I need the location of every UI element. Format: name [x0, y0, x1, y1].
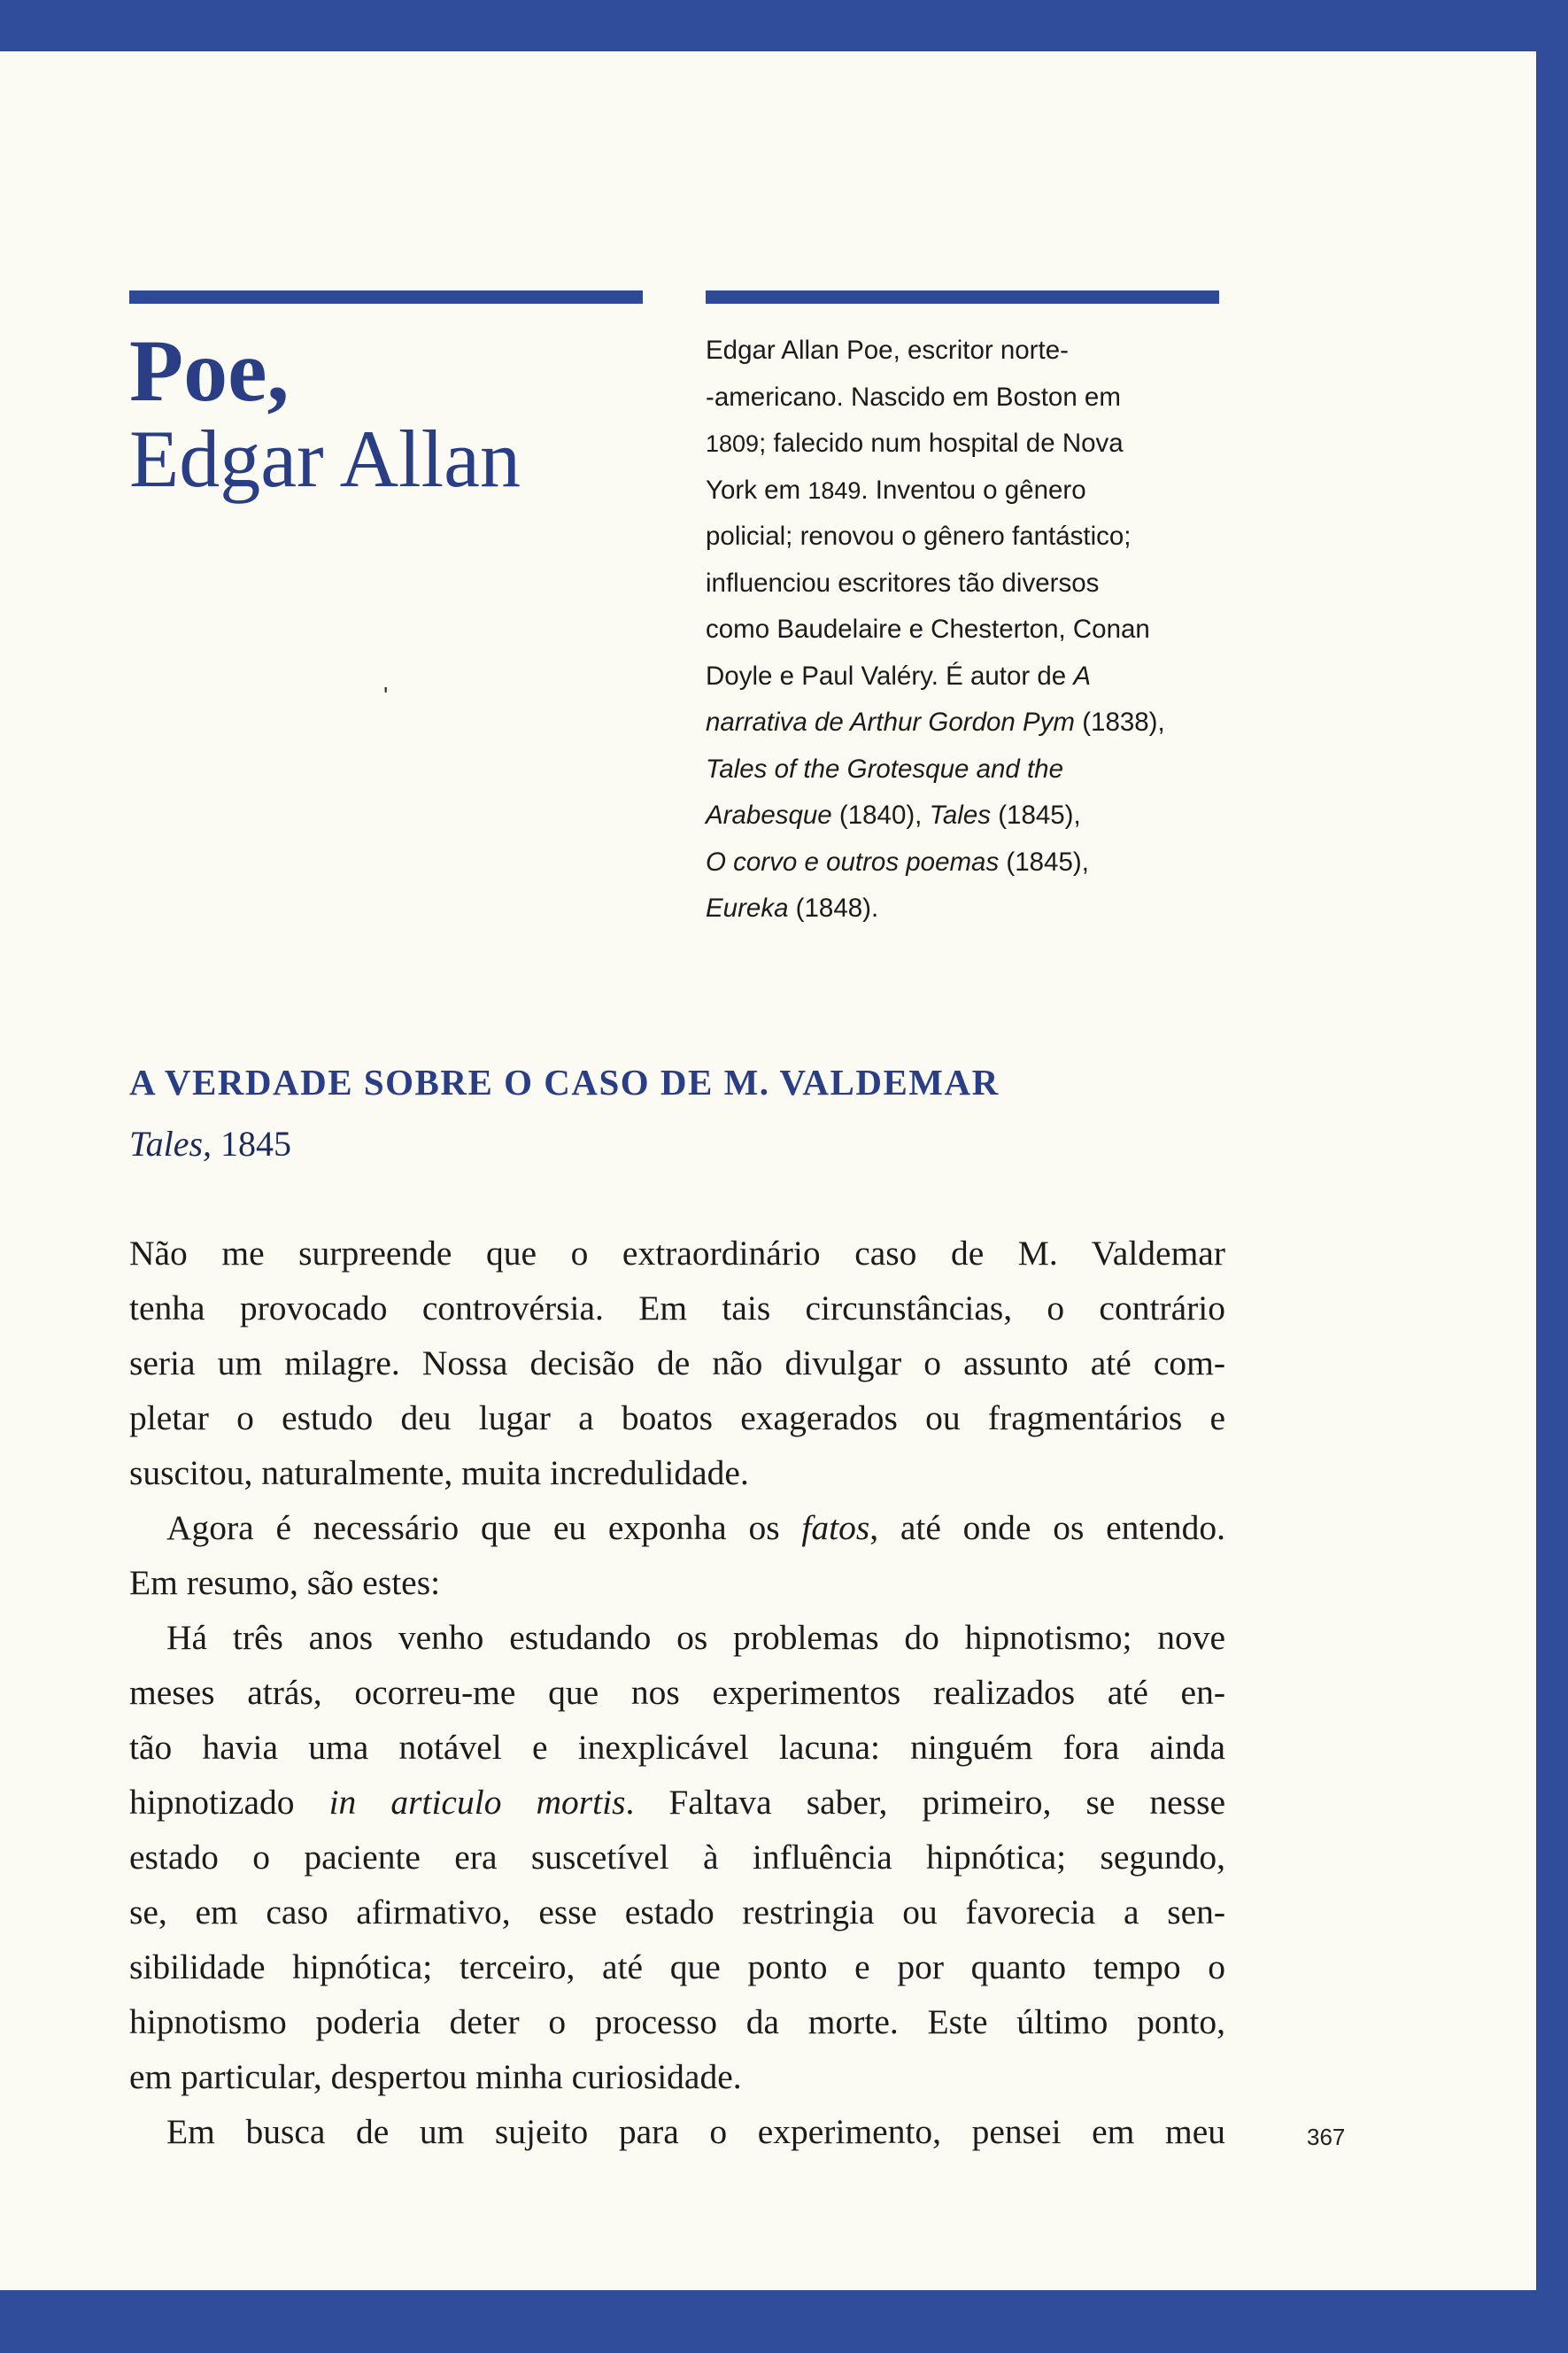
body-line: se, em caso afirmativo, esse estado restringia ou favorecia a sen-	[129, 1892, 1225, 1931]
bio-line: Eureka (1848).	[706, 894, 879, 923]
body-line: suscitou, naturalmente, muita incredulidade.	[129, 1453, 749, 1492]
bio-line: narrativa de Arthur Gordon Pym (1838),	[706, 708, 1165, 737]
bio-line: policial; renovou o gênero fantástico;	[706, 522, 1132, 551]
bio-line: Arabesque (1840), Tales (1845),	[706, 801, 1081, 830]
body-line: Em busca de um sujeito para o experimento, pensei em meu	[166, 2112, 1225, 2151]
bio-line: Tales of the Grotesque and the	[706, 754, 1063, 784]
body-line: hipnotismo poderia deter o processo da morte. Este último ponto,	[129, 2002, 1225, 2041]
author-heading	[129, 321, 521, 504]
body-line: seria um milagre. Nossa decisão de não divulgar o assunto até com-	[129, 1343, 1225, 1382]
body-line: pletar o estudo deu lugar a boatos exagerados ou fragmentários e	[129, 1398, 1225, 1437]
bio-line: Edgar Allan Poe, escritor norte-	[706, 336, 1069, 365]
header-rule-right	[706, 290, 1219, 304]
author-surname: Poe,	[129, 321, 290, 420]
page-number: 367	[1307, 2124, 1346, 2150]
body-line: Agora é necessário que eu exponha os fatos, até onde os entendo.	[166, 1508, 1226, 1547]
body-line: tão havia uma notável e inexplicável lacuna: ninguém fora ainda	[129, 1728, 1225, 1767]
bio-line: influenciou escritores tão diversos	[706, 568, 1100, 598]
body-line: sibilidade hipnótica; terceiro, até que ponto e por quanto tempo o	[129, 1947, 1225, 1986]
bio-line: 1809; falecido num hospital de Nova	[706, 429, 1124, 458]
body-line: Há três anos venho estudando os problemas do hipnotismo; nove	[166, 1618, 1225, 1657]
margin-mark: '	[383, 682, 389, 709]
body-line: em particular, despertou minha curiosidade.	[129, 2057, 742, 2096]
author-bio	[706, 328, 1241, 933]
bio-line: -americano. Nascido em Boston em	[706, 382, 1121, 412]
story-title: A VERDADE SOBRE O CASO DE M. VALDEMAR	[129, 1062, 1000, 1103]
story-body	[129, 1226, 1225, 2159]
body-line: estado o paciente era suscetível à influência hipnótica; segundo,	[129, 1838, 1225, 1877]
body-line: Em resumo, são estes:	[129, 1563, 441, 1602]
body-line: hipnotizado in articulo mortis. Faltava saber, primeiro, se nesse	[129, 1783, 1225, 1822]
bio-line: Doyle e Paul Valéry. É autor de A	[706, 661, 1092, 691]
bio-line: York em 1849. Inventou o gênero	[706, 475, 1086, 505]
bio-line: como Baudelaire e Chesterton, Conan	[706, 615, 1150, 644]
author-given-name: Edgar Allan	[129, 414, 521, 504]
bio-line: O corvo e outros poemas (1845),	[706, 847, 1089, 877]
header-rule-left	[129, 290, 643, 304]
story-source: Tales, 1845	[129, 1124, 292, 1164]
body-line: meses atrás, ocorreu-me que nos experimentos realizados até en-	[129, 1673, 1225, 1712]
body-line: tenha provocado controvérsia. Em tais circunstâncias, o contrário	[129, 1289, 1225, 1327]
body-line: Não me surpreende que o extraordinário caso de M. Valdemar	[129, 1234, 1225, 1273]
book-page	[0, 51, 1536, 2290]
